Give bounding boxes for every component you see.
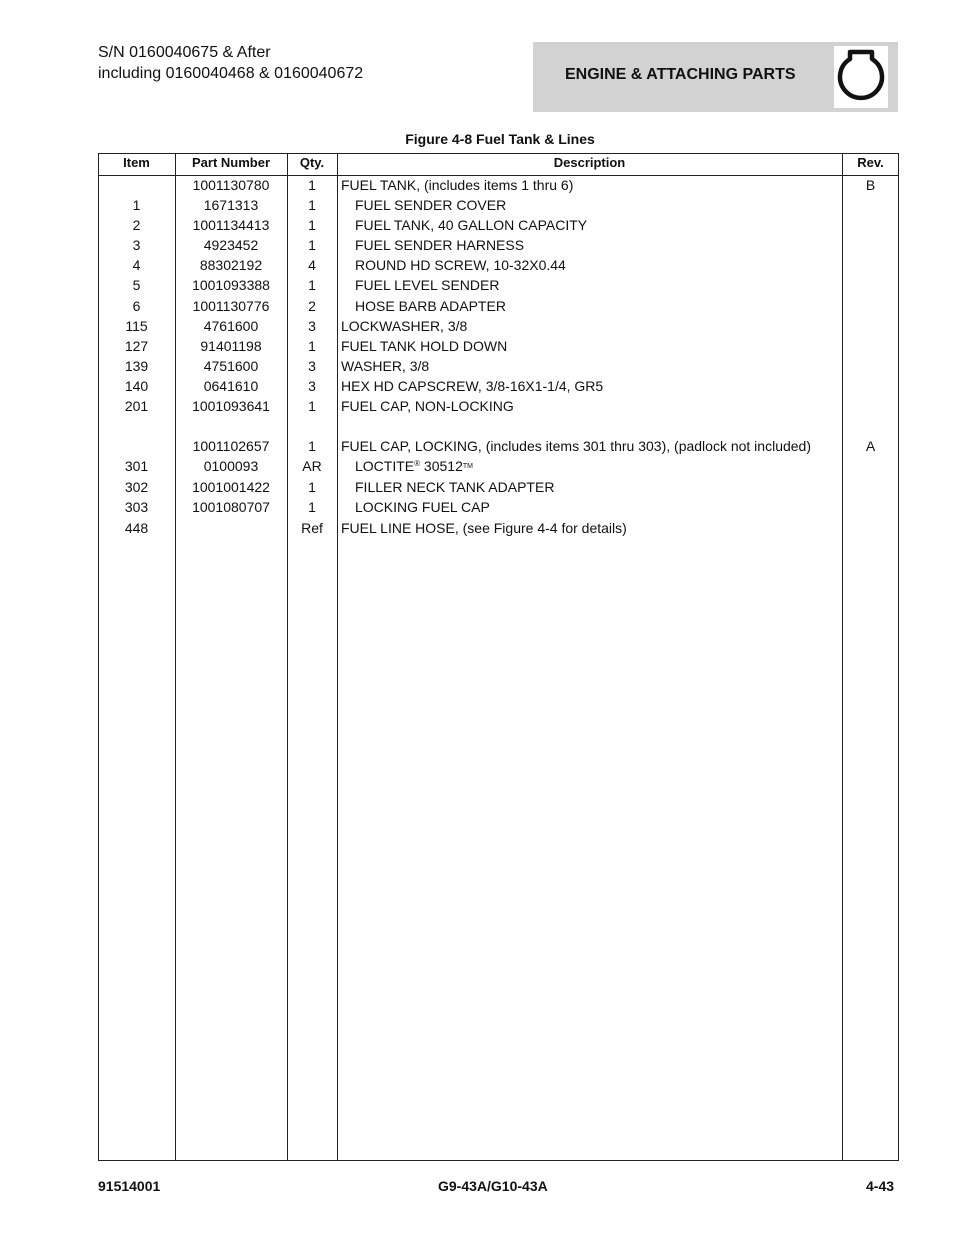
section-header	[533, 42, 898, 112]
table-row	[98, 357, 899, 377]
description-number: 30512	[420, 458, 463, 474]
column-header-description: Description	[553, 155, 626, 170]
table-row	[98, 519, 899, 539]
part-number: 91401198	[200, 338, 262, 354]
description: FUEL CAP, LOCKING, (includes items 301 thru 303), (padlock not included)	[341, 438, 811, 454]
quantity: 1	[308, 237, 316, 253]
part-number: 0641610	[203, 378, 259, 394]
item-number: 140	[124, 378, 149, 394]
quantity: 1	[308, 177, 316, 193]
table-row	[98, 236, 899, 256]
quantity: 4	[308, 257, 316, 273]
item-number: 2	[132, 217, 141, 233]
description: WASHER, 3/8	[341, 358, 430, 374]
quantity: 3	[308, 358, 316, 374]
quantity: 3	[308, 378, 316, 394]
table-row	[98, 498, 899, 518]
table-row	[98, 276, 899, 296]
description: HEX HD CAPSCREW, 3/8-16X1-1/4, GR5	[341, 378, 604, 394]
item-number: 127	[124, 338, 149, 354]
part-number: 1001093641	[192, 398, 270, 414]
footer-document-number: 91514001	[98, 1178, 161, 1194]
description-text: LOCTITE	[355, 458, 415, 474]
item-number: 139	[124, 358, 149, 374]
quantity: 1	[308, 338, 316, 354]
table-row	[98, 457, 899, 477]
description: ROUND HD SCREW, 10-32X0.44	[355, 257, 566, 273]
quantity: 1	[308, 277, 316, 293]
quantity: 1	[308, 217, 316, 233]
description: LOCKWASHER, 3/8	[341, 318, 468, 334]
description: LOCKING FUEL CAP	[355, 499, 490, 515]
engine-icon	[834, 46, 888, 108]
table-row	[98, 337, 899, 357]
quantity: 1	[308, 479, 316, 495]
revision: A	[865, 438, 876, 454]
table-row	[98, 377, 899, 397]
table-row	[98, 216, 899, 236]
quantity: Ref	[301, 520, 323, 536]
quantity: 1	[308, 438, 316, 454]
column-header-rev: Rev.	[857, 155, 884, 170]
description	[355, 458, 473, 474]
item-number: 448	[124, 520, 149, 536]
description: FUEL CAP, NON-LOCKING	[341, 398, 514, 414]
description: FUEL SENDER HARNESS	[355, 237, 525, 253]
quantity: 3	[308, 318, 316, 334]
trademark-mark: TM	[462, 463, 473, 470]
part-number: 1001093388	[192, 277, 270, 293]
part-number: 1001102657	[192, 438, 270, 454]
footer-model: G9-43A/G10-43A	[438, 1178, 548, 1194]
table-row	[98, 256, 899, 276]
description: FUEL TANK HOLD DOWN	[341, 338, 508, 354]
part-number: 1001001422	[192, 479, 270, 495]
table-row	[98, 317, 899, 337]
description: FUEL LINE HOSE, (see Figure 4-4 for details)	[341, 520, 627, 536]
item-number: 1	[132, 197, 141, 213]
description: FUEL TANK, (includes items 1 thru 6)	[341, 177, 574, 193]
description: FUEL LEVEL SENDER	[355, 277, 500, 293]
table-row	[98, 297, 899, 317]
quantity: 2	[308, 298, 316, 314]
description: FUEL SENDER COVER	[355, 197, 507, 213]
column-header-part-number: Part Number	[191, 155, 271, 170]
part-number: 4751600	[203, 358, 259, 374]
table-row	[98, 437, 899, 457]
part-number: 88302192	[199, 257, 263, 273]
item-number: 302	[124, 479, 149, 495]
section-title: ENGINE & ATTACHING PARTS	[565, 66, 796, 83]
figure-title: Figure 4-8 Fuel Tank & Lines	[405, 131, 595, 147]
footer-page-number: 4-43	[866, 1178, 895, 1194]
part-number: 1671313	[203, 197, 259, 213]
part-number: 1001134413	[192, 217, 270, 233]
serial-number-block	[98, 42, 363, 84]
part-number: 1001080707	[192, 499, 270, 515]
item-number: 5	[132, 277, 141, 293]
column-header-qty: Qty.	[299, 155, 325, 170]
item-number: 115	[125, 318, 148, 334]
description: FUEL TANK, 40 GALLON CAPACITY	[355, 217, 588, 233]
part-number: 1001130776	[192, 298, 270, 314]
quantity: 1	[308, 499, 316, 515]
part-number: 1001130780	[192, 177, 270, 193]
table-row	[98, 196, 899, 216]
item-number: 6	[132, 298, 141, 314]
part-number: 0100093	[203, 458, 259, 474]
table-row	[98, 478, 899, 498]
serial-line-1: S/N 0160040675 & After	[98, 44, 271, 61]
quantity: AR	[302, 458, 322, 474]
description: HOSE BARB ADAPTER	[355, 298, 506, 314]
part-number: 4761600	[203, 318, 259, 334]
item-number: 4	[132, 257, 141, 273]
serial-line-2: including 0160040468 & 0160040672	[98, 65, 364, 82]
item-number: 303	[124, 499, 149, 515]
item-number: 3	[132, 237, 141, 253]
registered-mark: ®	[414, 459, 421, 468]
table-row	[98, 397, 899, 417]
description: FILLER NECK TANK ADAPTER	[355, 479, 555, 495]
quantity: 1	[308, 398, 316, 414]
part-number: 4923452	[203, 237, 259, 253]
revision: B	[865, 177, 876, 193]
item-number: 201	[124, 398, 149, 414]
table-row	[98, 176, 899, 196]
column-header-item: Item	[123, 155, 150, 170]
quantity: 1	[308, 197, 316, 213]
item-number: 301	[124, 458, 149, 474]
